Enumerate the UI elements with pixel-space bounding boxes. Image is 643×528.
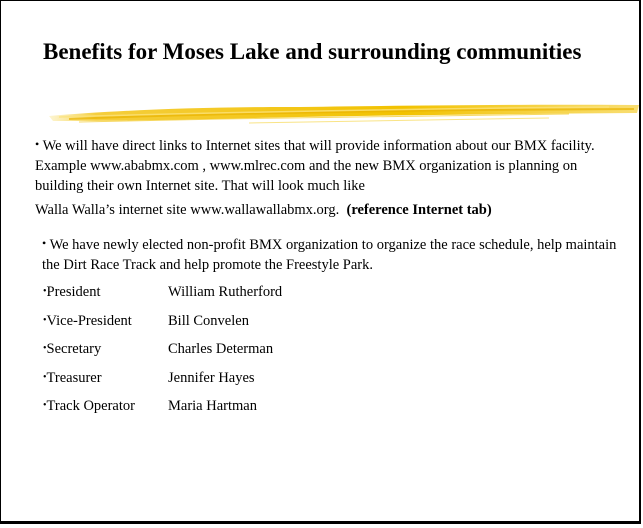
officer-role: Vice-President: [46, 312, 132, 329]
links-paragraph: [35, 134, 615, 220]
bullet: •: [43, 343, 47, 355]
links-paragraph-text: We will have direct links to Internet sites that will provide information about our BMX facility. Example www.ababmx.com , www.mlrec.com and the new BMX organization is planning on building their own Internet site. That will look much like: [35, 138, 595, 194]
officer-role: Track Operator: [46, 398, 135, 415]
officer-name: Bill Convelen: [168, 312, 249, 329]
officer-row: [43, 368, 282, 397]
officer-role: Treasurer: [46, 369, 102, 386]
bullet: •: [35, 137, 40, 151]
bullet: •: [43, 400, 47, 412]
bullet: •: [42, 236, 47, 250]
officer-row: [43, 339, 282, 368]
officer-row: [43, 396, 282, 425]
officer-name: Charles Determan: [168, 341, 274, 358]
organization-paragraph: [42, 233, 622, 275]
officer-name: William Rutherford: [168, 284, 283, 300]
officer-list: [43, 282, 282, 425]
officer-name: Jennifer Hayes: [168, 369, 255, 386]
yellow-brush-stroke: [49, 99, 639, 129]
officer-role: Secretary: [46, 341, 102, 358]
slide-title: Benefits for Moses Lake and surrounding communities: [43, 39, 582, 64]
officer-name: Maria Hartman: [168, 398, 257, 415]
officer-row: [43, 282, 282, 311]
officer-row: [43, 311, 282, 340]
organization-paragraph-text: We have newly elected non-profit BMX organization to organize the race schedule, help maintain the Dirt Race Track and help promote the Freestyle Park.: [42, 237, 617, 273]
reference-note: (reference Internet tab): [346, 202, 492, 218]
officer-role: President: [46, 284, 101, 300]
bullet: •: [43, 371, 47, 383]
bullet: •: [43, 286, 47, 297]
bullet: •: [43, 314, 47, 326]
links-paragraph-site: Walla Walla’s internet site www.wallawallabmx.org.: [35, 202, 340, 218]
